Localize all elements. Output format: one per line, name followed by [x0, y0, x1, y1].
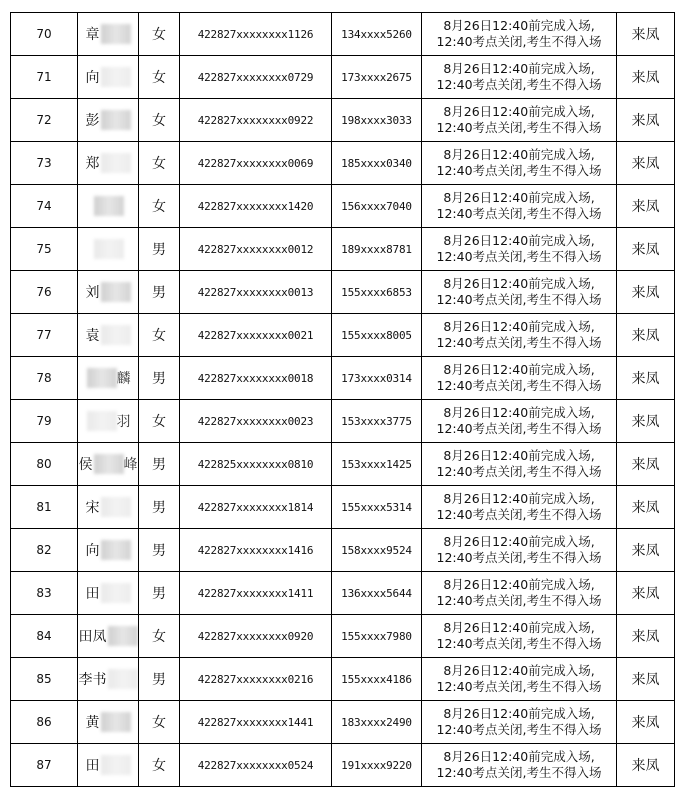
phone-cell: 153xxxx3775 [332, 400, 422, 443]
note-line-1: 8月26日12:40前完成入场, [443, 620, 595, 635]
phone-cell: 191xxxx9220 [332, 744, 422, 787]
name-visible-prefix: 章 [85, 27, 100, 43]
serial-number-cell: 87 [11, 744, 78, 787]
admission-note-cell [422, 529, 617, 572]
redaction-blur [101, 583, 131, 603]
name-redacted [86, 497, 131, 517]
gender-cell: 男 [139, 658, 180, 701]
gender-cell: 女 [139, 400, 180, 443]
name-cell [78, 744, 139, 787]
admission-note-cell [422, 314, 617, 357]
id-number-cell: 422827xxxxxxxx1441 [180, 701, 332, 744]
note-line-1: 8月26日12:40前完成入场, [443, 534, 595, 549]
gender-cell: 女 [139, 615, 180, 658]
name-visible-prefix: 向 [85, 70, 100, 86]
name-visible-prefix: 侯 [78, 457, 93, 473]
table-row [11, 228, 675, 271]
exam-site-cell: 来凤 [617, 185, 675, 228]
note-line-2: 12:40考点关闭,考生不得入场 [436, 163, 602, 178]
id-number-cell: 422827xxxxxxxx0021 [180, 314, 332, 357]
name-cell [78, 228, 139, 271]
note-line-2: 12:40考点关闭,考生不得入场 [436, 550, 602, 565]
name-visible-suffix: 羽 [116, 414, 131, 430]
redaction-blur [101, 67, 131, 87]
exam-site-cell: 来凤 [617, 99, 675, 142]
serial-number-cell: 78 [11, 357, 78, 400]
name-visible-prefix: 郑 [85, 156, 100, 172]
id-number-cell: 422827xxxxxxxx0920 [180, 615, 332, 658]
serial-number-cell: 76 [11, 271, 78, 314]
admission-note-cell [422, 744, 617, 787]
name-visible-prefix: 向 [85, 543, 100, 559]
admission-note-cell [422, 357, 617, 400]
name-redacted [79, 669, 138, 689]
phone-cell: 156xxxx7040 [332, 185, 422, 228]
table-row [11, 529, 675, 572]
name-cell [78, 357, 139, 400]
note-line-2: 12:40考点关闭,考生不得入场 [436, 593, 602, 608]
admission-note-cell [422, 228, 617, 271]
table-row [11, 486, 675, 529]
admission-note-cell [422, 486, 617, 529]
name-cell [78, 13, 139, 56]
phone-cell: 136xxxx5644 [332, 572, 422, 615]
admission-note-cell [422, 271, 617, 314]
note-line-1: 8月26日12:40前完成入场, [443, 104, 595, 119]
phone-cell: 153xxxx1425 [332, 443, 422, 486]
id-number-cell: 422827xxxxxxxx0216 [180, 658, 332, 701]
id-number-cell: 422827xxxxxxxx1126 [180, 13, 332, 56]
exam-site-cell: 来凤 [617, 443, 675, 486]
phone-cell: 189xxxx8781 [332, 228, 422, 271]
name-redacted [86, 153, 131, 173]
id-number-cell: 422827xxxxxxxx0922 [180, 99, 332, 142]
name-redacted [93, 239, 124, 259]
admission-note-cell [422, 658, 617, 701]
redaction-blur [108, 669, 138, 689]
gender-cell: 女 [139, 314, 180, 357]
id-number-cell: 422827xxxxxxxx1814 [180, 486, 332, 529]
redaction-blur [87, 411, 117, 431]
note-line-1: 8月26日12:40前完成入场, [443, 362, 595, 377]
note-line-1: 8月26日12:40前完成入场, [443, 190, 595, 205]
serial-number-cell: 80 [11, 443, 78, 486]
table-row [11, 271, 675, 314]
phone-cell: 198xxxx3033 [332, 99, 422, 142]
name-redacted [86, 755, 131, 775]
admission-note-cell [422, 13, 617, 56]
serial-number-cell: 82 [11, 529, 78, 572]
note-line-2: 12:40考点关闭,考生不得入场 [436, 464, 602, 479]
exam-site-cell: 来凤 [617, 658, 675, 701]
exam-site-cell: 来凤 [617, 13, 675, 56]
phone-cell: 155xxxx4186 [332, 658, 422, 701]
gender-cell: 男 [139, 529, 180, 572]
serial-number-cell: 79 [11, 400, 78, 443]
exam-site-cell: 来凤 [617, 615, 675, 658]
note-line-1: 8月26日12:40前完成入场, [443, 233, 595, 248]
id-number-cell: 422827xxxxxxxx0069 [180, 142, 332, 185]
exam-site-cell: 来凤 [617, 572, 675, 615]
note-line-2: 12:40考点关闭,考生不得入场 [436, 249, 602, 264]
table-row [11, 572, 675, 615]
id-number-cell: 422827xxxxxxxx1411 [180, 572, 332, 615]
phone-cell: 183xxxx2490 [332, 701, 422, 744]
serial-number-cell: 86 [11, 701, 78, 744]
exam-site-cell: 来凤 [617, 701, 675, 744]
note-line-2: 12:40考点关闭,考生不得入场 [436, 765, 602, 780]
name-cell [78, 185, 139, 228]
serial-number-cell: 84 [11, 615, 78, 658]
name-cell [78, 529, 139, 572]
name-redacted [79, 454, 138, 474]
note-line-2: 12:40考点关闭,考生不得入场 [436, 206, 602, 221]
redaction-blur [101, 755, 131, 775]
gender-cell: 女 [139, 185, 180, 228]
table-row [11, 658, 675, 701]
exam-site-cell: 来凤 [617, 529, 675, 572]
exam-site-cell: 来凤 [617, 400, 675, 443]
gender-cell: 女 [139, 99, 180, 142]
name-cell [78, 443, 139, 486]
note-line-2: 12:40考点关闭,考生不得入场 [436, 636, 602, 651]
admission-note-cell [422, 142, 617, 185]
table-row [11, 615, 675, 658]
id-number-cell: 422827xxxxxxxx0524 [180, 744, 332, 787]
redaction-blur [87, 368, 117, 388]
phone-cell: 155xxxx7980 [332, 615, 422, 658]
name-visible-prefix: 袁 [85, 328, 100, 344]
redaction-blur [94, 239, 124, 259]
gender-cell: 女 [139, 701, 180, 744]
redaction-blur [101, 712, 131, 732]
admission-note-cell [422, 400, 617, 443]
exam-site-cell: 来凤 [617, 486, 675, 529]
name-redacted [86, 325, 131, 345]
id-number-cell: 422827xxxxxxxx0012 [180, 228, 332, 271]
note-line-1: 8月26日12:40前完成入场, [443, 319, 595, 334]
exam-site-cell: 来凤 [617, 314, 675, 357]
exam-site-cell: 来凤 [617, 271, 675, 314]
table-row [11, 701, 675, 744]
name-redacted [86, 712, 131, 732]
name-redacted [86, 583, 131, 603]
table-row [11, 185, 675, 228]
table-row [11, 56, 675, 99]
serial-number-cell: 74 [11, 185, 78, 228]
table-row [11, 357, 675, 400]
id-number-cell: 422827xxxxxxxx0018 [180, 357, 332, 400]
note-line-2: 12:40考点关闭,考生不得入场 [436, 378, 602, 393]
table-row [11, 13, 675, 56]
redaction-blur [101, 24, 131, 44]
admission-note-cell [422, 572, 617, 615]
redaction-blur [101, 282, 131, 302]
name-redacted [86, 282, 131, 302]
phone-cell: 158xxxx9524 [332, 529, 422, 572]
exam-site-cell: 来凤 [617, 357, 675, 400]
phone-cell: 155xxxx6853 [332, 271, 422, 314]
phone-cell: 134xxxx5260 [332, 13, 422, 56]
note-line-2: 12:40考点关闭,考生不得入场 [436, 679, 602, 694]
note-line-1: 8月26日12:40前完成入场, [443, 749, 595, 764]
note-line-1: 8月26日12:40前完成入场, [443, 448, 595, 463]
note-line-2: 12:40考点关闭,考生不得入场 [436, 292, 602, 307]
name-redacted [79, 626, 138, 646]
id-number-cell: 422827xxxxxxxx1420 [180, 185, 332, 228]
name-visible-suffix: 峰 [123, 457, 138, 473]
phone-cell: 155xxxx8005 [332, 314, 422, 357]
id-number-cell: 422827xxxxxxxx0013 [180, 271, 332, 314]
id-number-cell: 422827xxxxxxxx0729 [180, 56, 332, 99]
note-line-2: 12:40考点关闭,考生不得入场 [436, 722, 602, 737]
note-line-1: 8月26日12:40前完成入场, [443, 18, 595, 33]
note-line-2: 12:40考点关闭,考生不得入场 [436, 335, 602, 350]
note-line-2: 12:40考点关闭,考生不得入场 [436, 77, 602, 92]
redaction-blur [101, 497, 131, 517]
name-cell [78, 701, 139, 744]
serial-number-cell: 77 [11, 314, 78, 357]
redaction-blur [94, 196, 124, 216]
table-row [11, 314, 675, 357]
id-number-cell: 422825xxxxxxxx0810 [180, 443, 332, 486]
table-body [11, 13, 675, 787]
exam-site-cell: 来凤 [617, 56, 675, 99]
gender-cell: 男 [139, 228, 180, 271]
gender-cell: 男 [139, 572, 180, 615]
phone-cell: 185xxxx0340 [332, 142, 422, 185]
exam-site-cell: 来凤 [617, 228, 675, 271]
exam-site-cell: 来凤 [617, 744, 675, 787]
gender-cell: 男 [139, 357, 180, 400]
name-redacted [86, 540, 131, 560]
phone-cell: 173xxxx0314 [332, 357, 422, 400]
gender-cell: 男 [139, 271, 180, 314]
gender-cell: 女 [139, 56, 180, 99]
name-visible-prefix: 李书 [78, 672, 107, 688]
serial-number-cell: 83 [11, 572, 78, 615]
admission-note-cell [422, 443, 617, 486]
name-cell [78, 486, 139, 529]
note-line-1: 8月26日12:40前完成入场, [443, 405, 595, 420]
name-visible-prefix: 彭 [85, 113, 100, 129]
serial-number-cell: 75 [11, 228, 78, 271]
note-line-2: 12:40考点关闭,考生不得入场 [436, 34, 602, 49]
name-redacted [86, 67, 131, 87]
gender-cell: 男 [139, 486, 180, 529]
redaction-blur [108, 626, 138, 646]
admission-note-cell [422, 185, 617, 228]
candidate-table [10, 12, 675, 787]
serial-number-cell: 71 [11, 56, 78, 99]
name-cell [78, 572, 139, 615]
name-cell [78, 99, 139, 142]
name-redacted [86, 110, 131, 130]
serial-number-cell: 70 [11, 13, 78, 56]
name-visible-prefix: 田凤 [78, 629, 107, 645]
table-row [11, 400, 675, 443]
admission-note-cell [422, 99, 617, 142]
note-line-2: 12:40考点关闭,考生不得入场 [436, 507, 602, 522]
serial-number-cell: 72 [11, 99, 78, 142]
name-redacted [86, 411, 131, 431]
gender-cell: 女 [139, 142, 180, 185]
name-visible-prefix: 黄 [85, 715, 100, 731]
id-number-cell: 422827xxxxxxxx0023 [180, 400, 332, 443]
name-redacted [86, 368, 131, 388]
name-visible-suffix: 麟 [116, 371, 131, 387]
name-cell [78, 314, 139, 357]
admission-note-cell [422, 701, 617, 744]
note-line-1: 8月26日12:40前完成入场, [443, 577, 595, 592]
note-line-2: 12:40考点关闭,考生不得入场 [436, 120, 602, 135]
name-cell [78, 142, 139, 185]
id-number-cell: 422827xxxxxxxx1416 [180, 529, 332, 572]
exam-site-cell: 来凤 [617, 142, 675, 185]
table-row [11, 443, 675, 486]
gender-cell: 女 [139, 13, 180, 56]
redaction-blur [101, 153, 131, 173]
name-redacted [93, 196, 124, 216]
admission-note-cell [422, 615, 617, 658]
name-redacted [86, 24, 131, 44]
note-line-1: 8月26日12:40前完成入场, [443, 491, 595, 506]
name-visible-prefix: 田 [85, 758, 100, 774]
name-cell [78, 658, 139, 701]
name-cell [78, 56, 139, 99]
name-visible-prefix: 田 [85, 586, 100, 602]
note-line-1: 8月26日12:40前完成入场, [443, 61, 595, 76]
redaction-blur [101, 540, 131, 560]
note-line-1: 8月26日12:40前完成入场, [443, 663, 595, 678]
note-line-2: 12:40考点关闭,考生不得入场 [436, 421, 602, 436]
serial-number-cell: 85 [11, 658, 78, 701]
note-line-1: 8月26日12:40前完成入场, [443, 706, 595, 721]
gender-cell: 女 [139, 744, 180, 787]
name-visible-prefix: 刘 [85, 285, 100, 301]
redaction-blur [94, 454, 124, 474]
admission-note-cell [422, 56, 617, 99]
serial-number-cell: 73 [11, 142, 78, 185]
name-cell [78, 400, 139, 443]
phone-cell: 155xxxx5314 [332, 486, 422, 529]
note-line-1: 8月26日12:40前完成入场, [443, 276, 595, 291]
serial-number-cell: 81 [11, 486, 78, 529]
gender-cell: 男 [139, 443, 180, 486]
name-visible-prefix: 宋 [85, 500, 100, 516]
note-line-1: 8月26日12:40前完成入场, [443, 147, 595, 162]
redaction-blur [101, 325, 131, 345]
redaction-blur [101, 110, 131, 130]
name-cell [78, 615, 139, 658]
table-row [11, 99, 675, 142]
name-cell [78, 271, 139, 314]
phone-cell: 173xxxx2675 [332, 56, 422, 99]
table-row [11, 744, 675, 787]
table-row [11, 142, 675, 185]
